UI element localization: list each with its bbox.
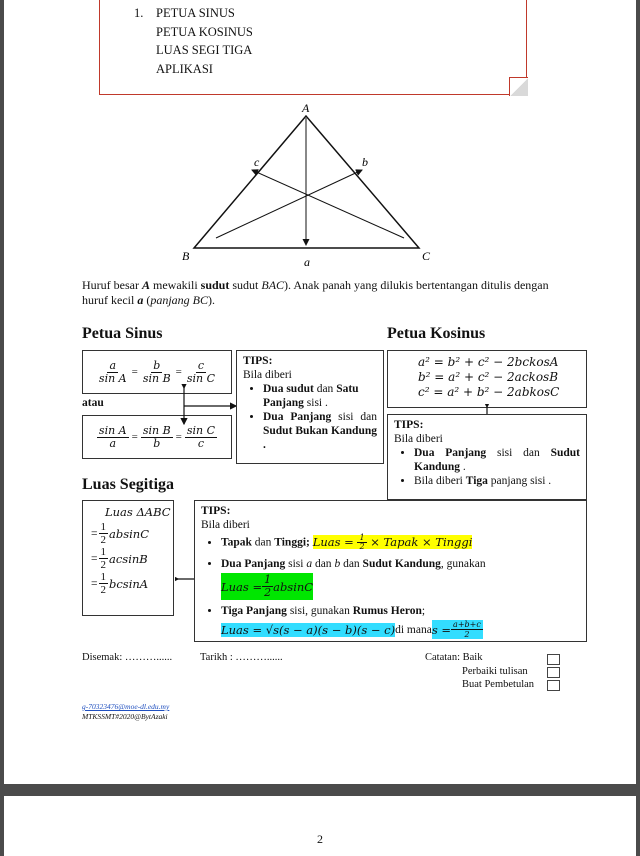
area-formula-box [82,500,174,616]
luas-segitiga-heading: Luas Segitiga [82,476,175,493]
topic-item: APLIKASI [156,61,213,76]
page-number: 2 [317,832,323,846]
fraction-denominator: a [109,436,117,450]
tarikh-field: Tarikh : ………...... [200,652,283,663]
equals-sign: = [175,366,182,378]
formula-highlight: Luas = $\frac{1}{2}$ absinC [221,573,314,599]
vertex-a-label: A [302,101,310,115]
area-title: Luas ΔABC [105,505,171,519]
tip-item: • Bila diberi Tiga panjang sisi . [414,474,580,488]
disemak-field: Disemak: ………...... [82,652,173,663]
topic-list-box [99,0,527,95]
atau-label: atau [82,397,104,409]
vertex-c-label: C [422,249,431,263]
triangle-diagram [164,98,454,270]
desc-text: mewakili [150,278,201,292]
tip-item: • Dua Panjang sisi dan Sudut Bukan Kandung . [263,410,377,452]
tips-title: TIPS: [201,505,231,517]
cosine-equation: b² = a² + c² − 2ackosB [418,370,559,384]
semiperimeter-formula: s = $\frac{a+b+c}{2}$ [431,620,481,639]
desc-text: ). Anak panah yang dilukis bertentangan ditulis dengan huruf kecil [82,278,549,307]
fraction-denominator: sin C [186,371,216,385]
fraction-numerator: sin C [186,423,216,437]
email-link[interactable]: g-70323476@moe-dl.edu.my [82,702,170,711]
page-curl-decoration [509,77,528,96]
fraction-numerator: a [109,358,117,372]
catatan-pembetulan: Buat Pembetulan [462,679,535,690]
area-row: = $\frac{1}{2}$ bcsinA [91,571,149,596]
cosine-equation: c² = a² + b² − 2abkosC [418,385,560,399]
fraction-numerator: b [153,358,161,372]
tip-item: • Tapak dan Tinggi; Luas = $\frac{1}{2}$ × Tapak × Tinggi [221,534,580,551]
catatan-baik: Catatan: Baik [425,652,483,663]
side-a-label: a [304,255,310,269]
fraction-numerator: sin A [98,423,127,437]
topic-item: LUAS SEGI TIGA [156,43,253,57]
desc-text: sudut [229,278,262,292]
vertex-b-label: B [182,249,190,263]
desc-text: panjang BC [150,293,208,307]
tip-item: • Dua Panjang sisi dan Sudut Kandung . [414,446,580,474]
petua-kosinus-heading: Petua Kosinus [387,325,486,342]
tips-intro: Bila diberi [394,433,443,445]
document-page-1 [4,0,636,784]
tip-item: • Dua Panjang sisi a dan b dan Sudut Kandung, gunakan Luas = $\frac{1}{2}$ absinC [221,557,580,600]
checkbox-pembetulan[interactable] [547,680,560,691]
arrow-b [216,170,362,238]
fraction-numerator: c [197,358,205,372]
checkbox-perbaiki[interactable] [547,667,560,678]
desc-text: A [141,278,150,292]
tips-intro: Bila diberi [201,519,250,531]
equals-sign: = [131,366,138,378]
tip-item: • Tiga Panjang sisi, gunakan Rumus Heron; Luas = √s(s − a)(s − b)(s − c) di mana s = $\frac{a+b+c}{2}$ [221,604,580,639]
sine-tips-box [236,350,384,464]
tips-title: TIPS: [243,355,273,367]
document-page-2 [4,796,636,856]
desc-text: Huruf besar [82,278,142,292]
tip-item: • Dua sudut dan Satu Panjang sisi . [263,382,377,410]
cosine-tips-box [387,414,587,500]
desc-text: ( [143,293,151,307]
fraction-denominator: c [197,436,205,450]
desc-text: sudut [200,278,230,292]
fraction-denominator: b [153,436,161,450]
fraction-numerator: sin B [142,423,171,437]
topic-list-number: 1. [134,6,144,20]
topic-item: PETUA KOSINUS [156,24,253,39]
desc-text: a [137,293,144,307]
checkbox-baik[interactable] [547,654,560,665]
cosine-rule-box [387,350,587,408]
side-c-label: c [254,155,260,169]
cosine-equation: a² = b² + c² − 2bckosA [418,355,559,369]
fraction-denominator: sin A [98,371,127,385]
side-b-label: b [362,155,368,169]
topic-item: PETUA SINUS [156,6,235,20]
equals-sign: = [131,431,138,443]
desc-text: BAC [261,278,285,292]
tips-intro: Bila diberi [243,369,292,381]
heron-formula: Luas = √s(s − a)(s − b)(s − c) [221,622,396,637]
formula-highlight: Luas = $\frac{1}{2}$ × Tapak × Tinggi [312,533,473,551]
area-row: = $\frac{1}{2}$ acsinB [91,546,148,571]
area-tips-box [194,500,587,642]
petua-sinus-heading: Petua Sinus [82,325,163,342]
area-row: = $\frac{1}{2}$ absinC [91,521,150,546]
equals-sign: = [175,431,182,443]
tips-title: TIPS: [394,419,424,431]
desc-text: ). [207,293,215,307]
doc-code: MTKSSMT#2020@BytAzaki [82,712,168,721]
sine-tips-arrows [174,384,244,428]
catatan-perbaiki: Perbaiki tulisan [462,666,528,677]
fraction-denominator: sin B [142,371,171,385]
description-paragraph [82,278,552,308]
